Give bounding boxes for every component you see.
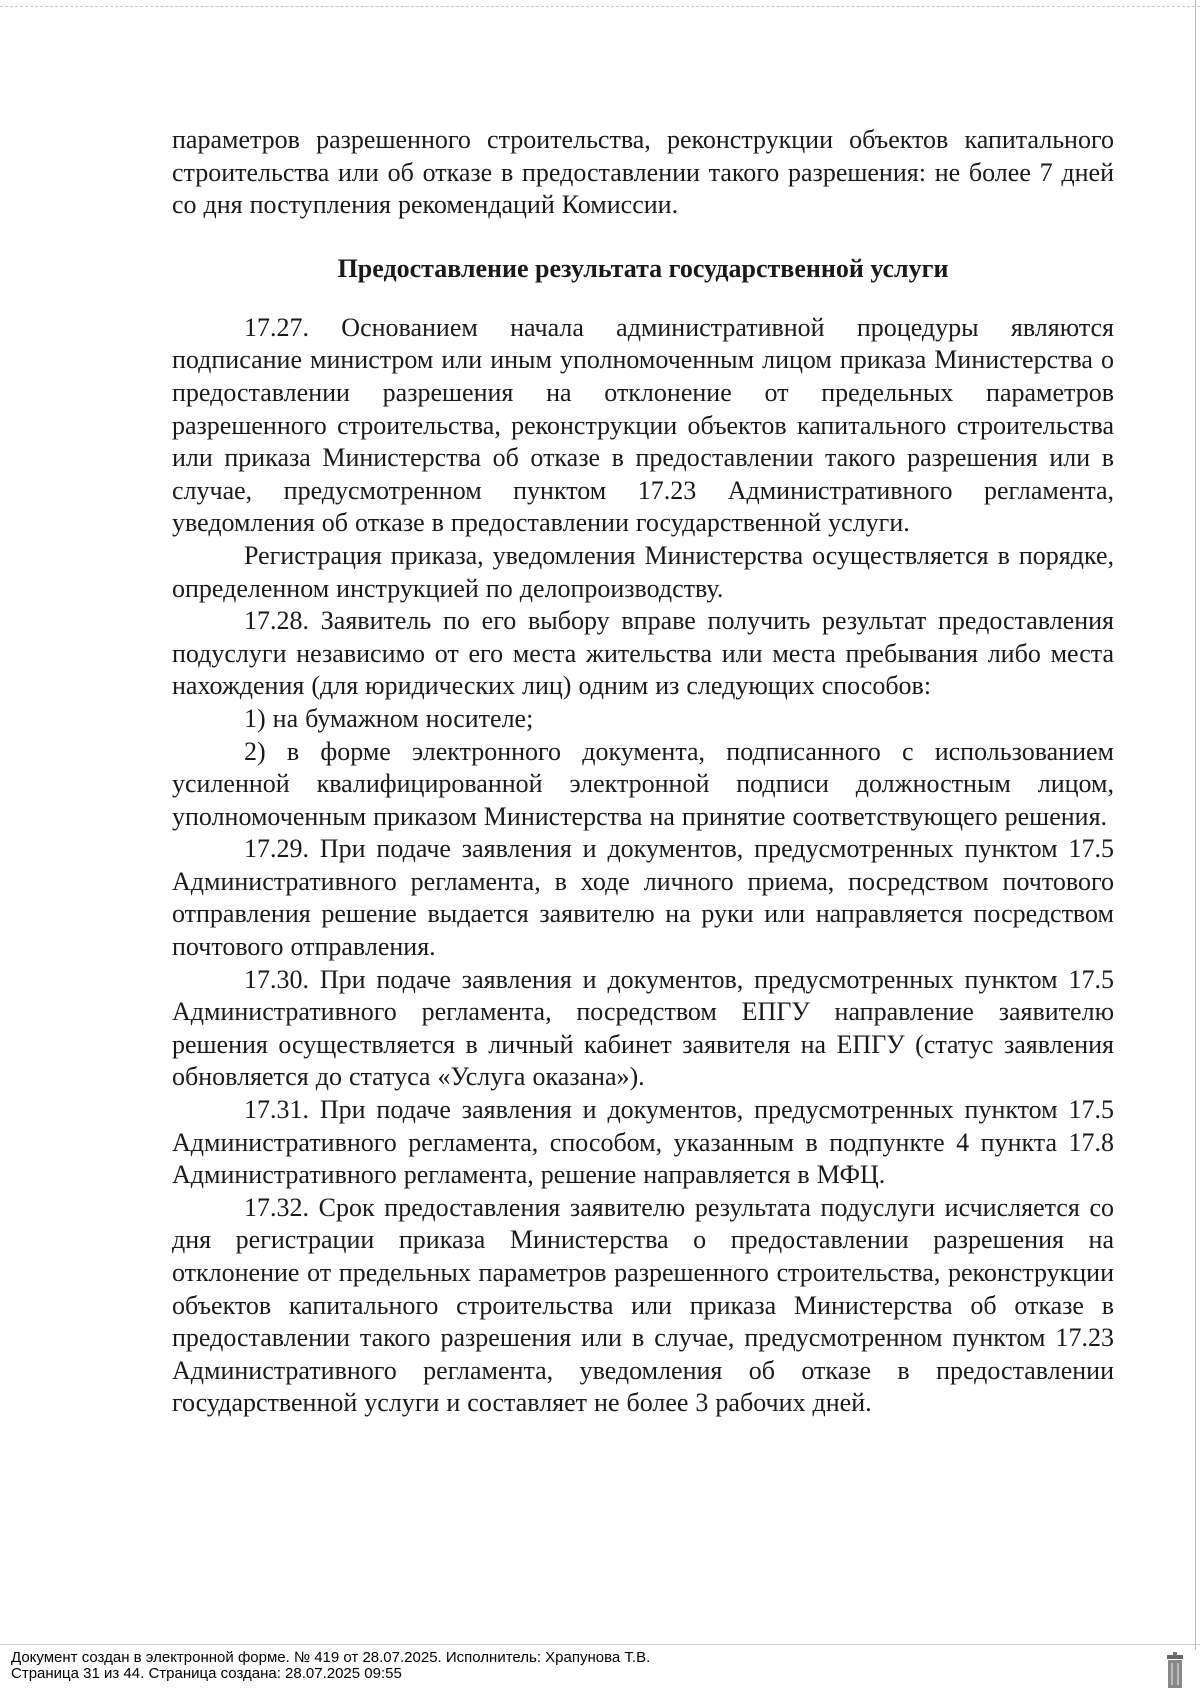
footer-separator xyxy=(0,1644,1200,1645)
top-border xyxy=(0,6,1200,7)
paragraph-17-28: 17.28. Заявитель по его выбору вправе получить результат предоставления подуслуги независимо от его места жительства или места пребывания либо места нахождения (для юридических лиц) одним из следующих способов: xyxy=(172,606,1114,701)
footer-line-page-info: Страница 31 из 44. Страница создана: 28.07.2025 09:55 xyxy=(11,1665,402,1682)
paragraph-17-31: 17.31. При подаче заявления и документов, предусмотренных пунктом 17.5 Административного регламента, способом, указанным в подпункте 4 пункта 17.8 Административного регламента, решение направляется в МФЦ. xyxy=(172,1095,1114,1190)
section-heading: Предоставление результата государственной услуги xyxy=(337,253,949,283)
paragraph-continuation: параметров разрешенного строительства, реконструкции объектов капитального строительства или об отказе в предоставлении такого разрешения: не более 7 дней со дня поступления рекомендаций Комиссии. xyxy=(172,125,1114,220)
footer-line-document-info: Документ создан в электронной форме. № 419 от 28.07.2025. Исполнитель: Храпунова Т.В. xyxy=(11,1649,651,1666)
paragraph-registration: Регистрация приказа, уведомления Министерства осуществляется в порядке, определенном инструкцией по делопроизводству. xyxy=(172,540,1114,603)
right-page-edge xyxy=(1195,0,1196,1650)
list-item-paper: 1) на бумажном носителе; xyxy=(244,703,534,733)
page-footer xyxy=(11,1650,1161,1682)
paragraph-17-32: 17.32. Срок предоставления заявителю результата подуслуги исчисляется со дня регистрации приказа Министерства о предоставлении разрешения на отклонение от предельных параметров разрешенного строительства, реконструкции объектов капитального строительства или приказа Министерства об отказе в предоставлении такого разрешения или в случае, предусмотренном пунктом 17.23 Административного регламента, уведомления об отказе в предоставлении государственной услуги и составляет не более 3 рабочих дней. xyxy=(172,1192,1114,1418)
paragraph-17-27: 17.27. Основанием начала административной процедуры являются подписание министром или иным уполномоченным лицом приказа Министерства о предоставлении разрешения на отклонение от предельных параметров разрешенного строительства, реконструкции объектов капитального строительства или приказа Министерства об отказе в предоставлении такого разрешения или в случае, предусмотренном пунктом 17.23 Административного регламента, уведомления об отказе в предоставлении государственной услуги. xyxy=(172,312,1114,538)
document-archive-icon xyxy=(1164,1652,1186,1690)
paragraph-17-30: 17.30. При подаче заявления и документов, предусмотренных пунктом 17.5 Административного регламента, посредством ЕПГУ направление заявителю решения осуществляется в личный кабинет заявителя на ЕПГУ (статус заявления обновляется до статуса «Услуга оказана»). xyxy=(172,964,1114,1092)
document-body xyxy=(172,124,1114,1420)
list-item-electronic: 2) в форме электронного документа, подписанного с использованием усиленной квалифицированной электронной подписи должностным лицом, уполномоченным приказом Министерства на принятие соответствующего решения. xyxy=(172,736,1114,831)
paragraph-17-29: 17.29. При подаче заявления и документов, предусмотренных пунктом 17.5 Административного регламента, в ходе личного приема, посредством почтового отправления решение выдается заявителю на руки или направляется посредством почтового отправления. xyxy=(172,834,1114,962)
